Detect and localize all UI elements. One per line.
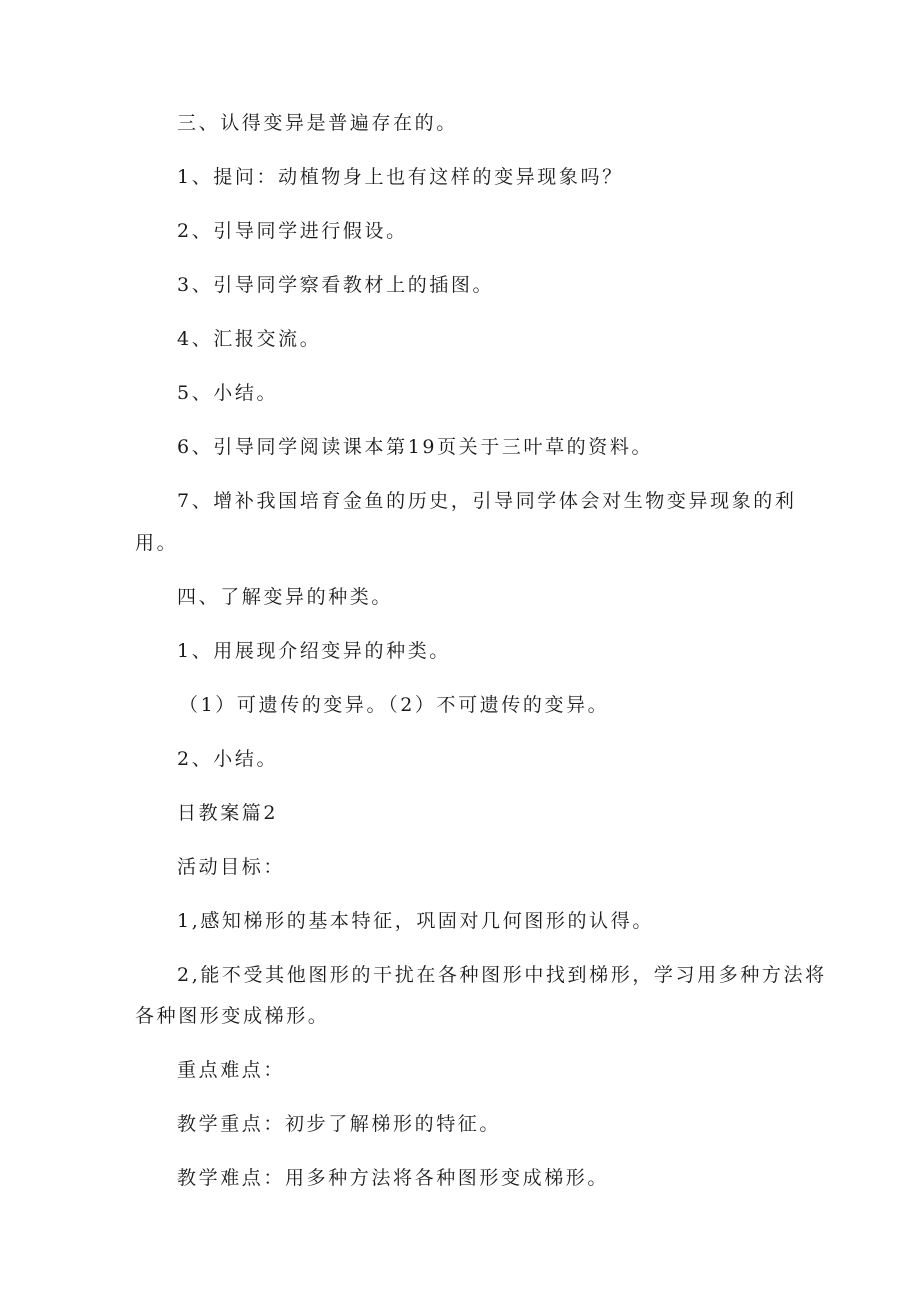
section-title: 日教案篇2 xyxy=(177,802,279,824)
subheading: 重点难点： xyxy=(177,1059,286,1081)
list-item: 6、引导同学阅读课本第19页关于三叶草的资料。 xyxy=(177,436,654,458)
list-item: 2、引导同学进行假设。 xyxy=(177,220,408,242)
list-item: 1,感知梯形的基本特征，巩固对几何图形的认得。 xyxy=(177,910,654,932)
list-item: 4、汇报交流。 xyxy=(177,328,322,350)
section-heading-3: 三、认得变异是普遍存在的。 xyxy=(177,112,458,134)
list-item: 2、小结。 xyxy=(177,748,279,770)
list-item: 7、增补我国培育金鱼的历史，引导同学体会对生物变异现象的利 xyxy=(177,490,797,512)
list-item: （1）可遗传的变异。（2）不可遗传的变异。 xyxy=(179,694,610,716)
list-item: 教学难点：用多种方法将各种图形变成梯形。 xyxy=(177,1167,610,1189)
list-item: 1、用展现介绍变异的种类。 xyxy=(177,640,451,662)
section-heading-4: 四、了解变异的种类。 xyxy=(177,586,394,608)
paragraph-continuation: 用。 xyxy=(135,532,179,554)
list-item: 3、引导同学察看教材上的插图。 xyxy=(177,274,495,296)
paragraph-continuation: 各种图形变成梯形。 xyxy=(135,1005,330,1027)
list-item: 教学重点：初步了解梯形的特征。 xyxy=(177,1113,502,1135)
list-item: 1、提问：动植物身上也有这样的变异现象吗？ xyxy=(177,166,624,188)
subheading: 活动目标： xyxy=(177,856,286,878)
list-item: 2,能不受其他图形的干扰在各种图形中找到梯形，学习用多种方法将 xyxy=(177,964,827,986)
list-item: 5、小结。 xyxy=(177,382,279,404)
